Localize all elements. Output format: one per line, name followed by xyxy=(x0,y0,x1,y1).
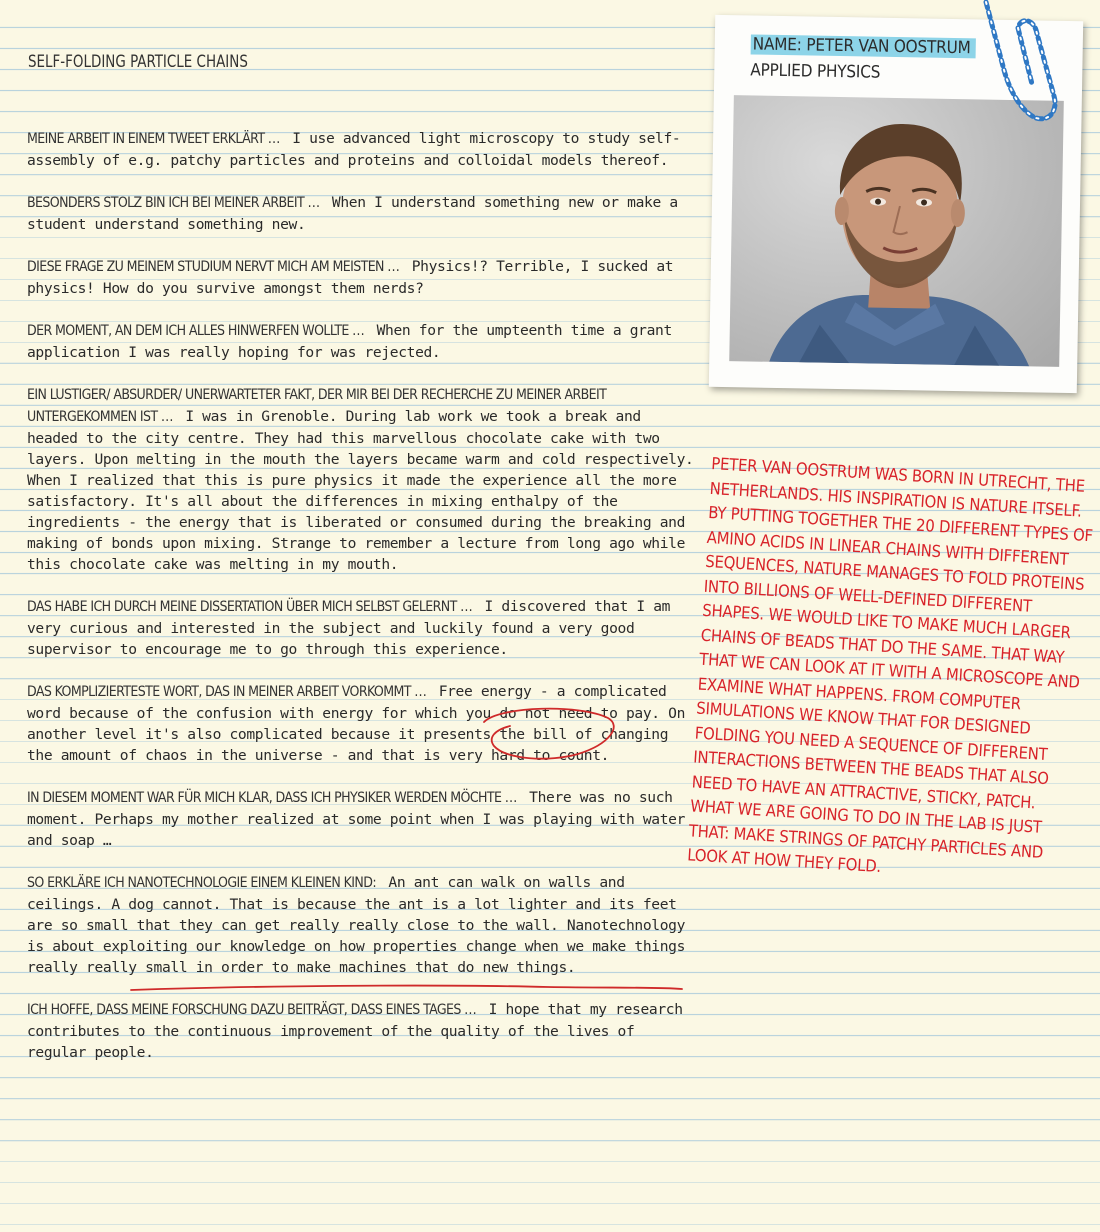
question: DAS HABE ICH DURCH MEINE DISSERTATION ÜBER MICH SELBST GELERNT … xyxy=(27,599,473,615)
qa-item xyxy=(27,384,697,575)
question: EIN LUSTIGER/ ABSURDER/ UNERWARTETER FAKT, DER MIR BEI DER RECHERCHE ZU MEINER ARBEIT UNTERGEKOMMEN IST … xyxy=(27,387,607,425)
answer: When I understand something new or make a student understand something new. xyxy=(27,194,678,233)
profile-department: APPLIED PHYSICS xyxy=(750,60,881,83)
answer: I was in Grenoble. During lab work we took a break and headed to the city centre. They had this marvellous chocolate cake with two layers. Upon melting in the mouth the layers became warm and cold respectively. When I realized that this is pure physics it made the experience all the more satisfactory. It's all about the differences in mixing enthalpy of the ingredients - the energy that is liberated or consumed during the breaking and making of bonds upon mixing. Strange to remember a lecture from long ago while this chocolate cake was melting in my mouth. xyxy=(27,408,694,573)
answer: Free energy - a complicated word because of the confusion with energy for which you do not need to pay. On another level it's also complicated because it presents the bill of changing the amount of chaos in the universe - and that is very hard to count. xyxy=(27,683,686,764)
qa-item xyxy=(27,128,697,171)
answer: I discovered that I am very curious and interested in the subject and luckily found a very good supervisor to encourage me to go through this experience. xyxy=(27,598,671,658)
question: IN DIESEM MOMENT WAR FÜR MICH KLAR, DASS ICH PHYSIKER WERDEN MÖCHTE … xyxy=(27,790,517,806)
qa-item xyxy=(27,787,697,851)
paperclip-icon xyxy=(978,0,1058,130)
portrait-illustration xyxy=(729,95,1064,367)
qa-item xyxy=(27,256,697,299)
profile-bio: PETER VAN OOSTRUM WAS BORN IN UTRECHT, THE NETHERLANDS. HIS INSPIRATION IS NATURE ITSELF. BY PUTTING TOGETHER THE 20 DIFFERENT TYPES OF AMINO ACIDS IN LINEAR CHAINS WITH DIFFERENT SEQUENCES, NATURE MANAGES TO FOLD PROTEINS INTO BILLIONS OF WELL-DEFINED DIFFERENT SHAPES. WE WOULD LIKE TO MAKE MUCH LARGER CHAINS OF BEADS THAT DO THE SAME. THAT WAY THAT WE CAN LOOK AT IT WITH A MICROSCOPE AND EXAMINE WHAT HAPPENS. FROM COMPUTER SIMULATIONS WE KNOW THAT FOR DESIGNED FOLDING YOU NEED A SEQUENCE OF DIFFERENT INTERACTIONS BETWEEN THE BEADS THAT ALSO NEED TO HAVE AN ATTRACTIVE, STICKY, PATCH. WHAT WE ARE GOING TO DO IN THE LAB IS JUST THAT: MAKE STRINGS OF PATCHY PARTICLES AND LOOK AT HOW THEY FOLD. xyxy=(686,453,1094,877)
answer: There was no such moment. Perhaps my mother realized at some point when I was playing with water and soap … xyxy=(27,789,686,849)
page-title: SELF-FOLDING PARTICLE CHAINS xyxy=(28,52,248,72)
qa-list xyxy=(27,128,697,1084)
answer: An ant can walk on walls and ceilings. A dog cannot. That is because the ant is a lot lighter and its feet are so small that they can get really really close to the wall. Nanotechnology is about exploiting our knowledge on how properties change when we make things really really small in order to make machines that do new things. xyxy=(27,874,686,976)
question: ICH HOFFE, DASS MEINE FORSCHUNG DAZU BEITRÄGT, DASS EINES TAGES … xyxy=(27,1002,477,1018)
question: DER MOMENT, AN DEM ICH ALLES HINWERFEN WOLLTE … xyxy=(27,323,365,339)
portrait-photo xyxy=(729,95,1064,367)
question: DAS KOMPLIZIERTESTE WORT, DAS IN MEINER ARBEIT VORKOMMT … xyxy=(27,684,427,700)
question: MEINE ARBEIT IN EINEM TWEET ERKLÄRT … xyxy=(27,131,280,147)
qa-item xyxy=(27,192,697,235)
qa-item xyxy=(27,872,697,978)
question: BESONDERS STOLZ BIN ICH BEI MEINER ARBEIT … xyxy=(27,195,320,211)
answer: I hope that my research contributes to the continuous improvement of the quality of the lives of regular people. xyxy=(27,1001,683,1061)
answer: I use advanced light microscopy to study self-assembly of e.g. patchy particles and proteins and colloidal models thereof. xyxy=(27,130,681,169)
question: DIESE FRAGE ZU MEINEM STUDIUM NERVT MICH AM MEISTEN … xyxy=(27,259,400,275)
answer: When for the umpteenth time a grant application I was really hoping for was rejected. xyxy=(27,322,672,361)
qa-item xyxy=(27,681,697,766)
answer: Physics!? Terrible, I sucked at physics! How do you survive amongst them nerds? xyxy=(27,258,674,297)
qa-item xyxy=(27,320,697,363)
question: SO ERKLÄRE ICH NANOTECHNOLOGIE EINEM KLEINEN KIND: xyxy=(27,875,376,891)
profile-name-text: NAME: PETER VAN OOSTRUM xyxy=(751,34,976,58)
profile-name xyxy=(751,33,976,59)
qa-item xyxy=(27,999,697,1063)
qa-item xyxy=(27,596,697,660)
